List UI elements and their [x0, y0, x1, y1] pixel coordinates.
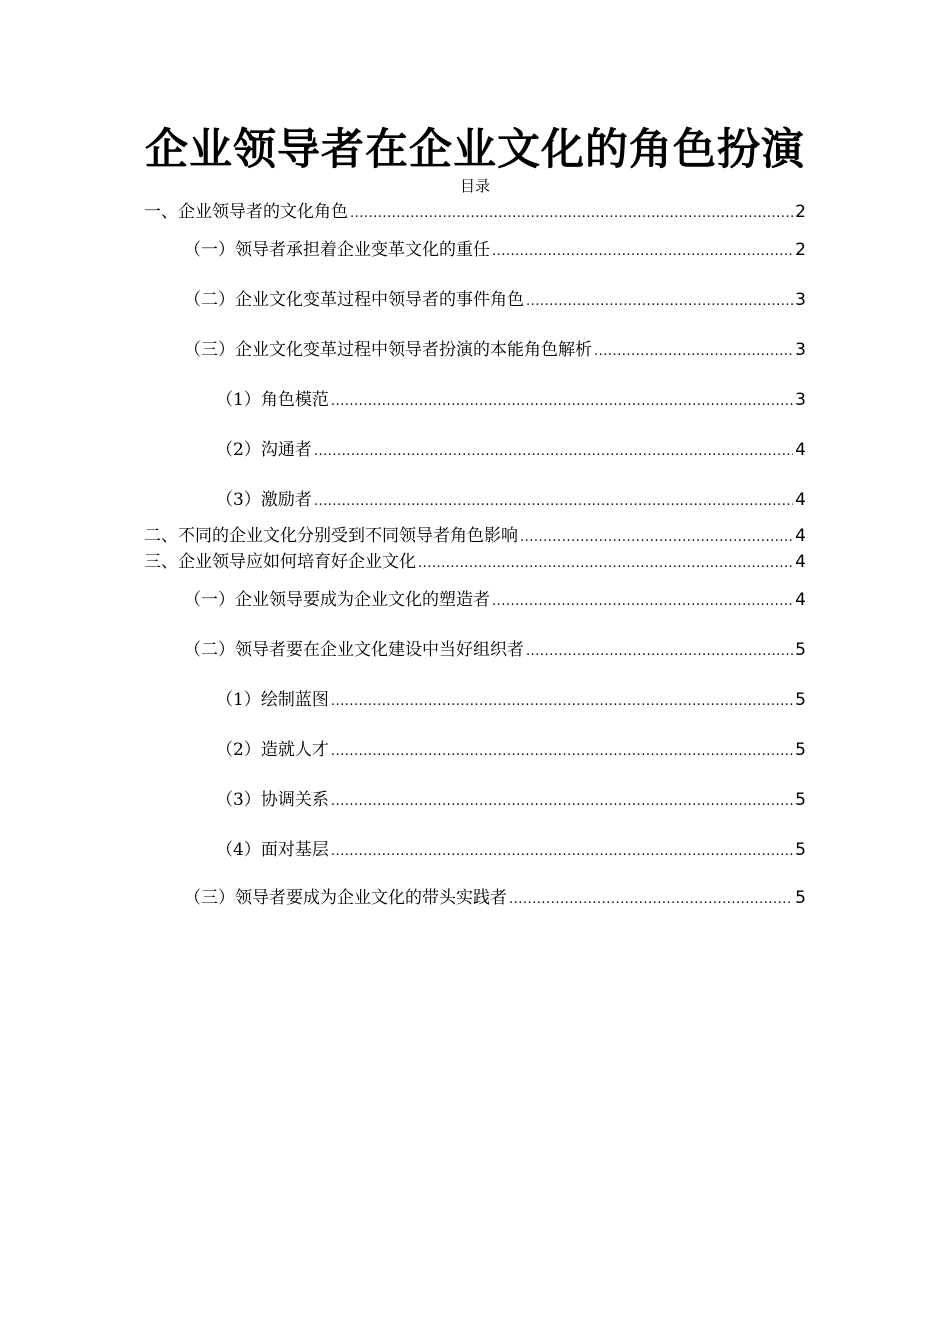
toc-entry-text: 二、不同的企业文化分别受到不同领导者角色影响 [144, 526, 518, 546]
toc-entry-text: （三）企业文化变革过程中领导者扮演的本能角色解析 [184, 340, 592, 360]
document-title: 企业领导者在企业文化的角色扮演 [145, 125, 805, 175]
toc-leader-dots [350, 202, 793, 226]
toc-leader-dots [509, 888, 793, 912]
toc-entry-text: （2）沟通者 [216, 440, 312, 460]
toc-leader-dots [331, 790, 793, 814]
toc-entry[interactable] [216, 438, 806, 462]
toc-page-number: 5 [795, 740, 806, 760]
toc-page-number: 5 [795, 690, 806, 710]
toc-page-number: 2 [795, 202, 806, 222]
toc-entry[interactable] [216, 688, 806, 712]
toc-entry-text: （4）面对基层 [216, 840, 329, 860]
toc-entry-text: 三、企业领导应如何培育好企业文化 [144, 552, 416, 572]
toc-leader-dots [526, 290, 793, 314]
toc-page-number: 5 [795, 888, 806, 908]
toc-entry-text: （一）领导者承担着企业变革文化的重任 [184, 240, 490, 260]
toc-entry[interactable] [184, 638, 806, 662]
toc-leader-dots [331, 740, 793, 764]
toc-entry[interactable] [184, 288, 806, 312]
toc-entry-text: （1）角色模范 [216, 390, 329, 410]
toc-entry[interactable] [216, 388, 806, 412]
toc-page-number: 3 [795, 290, 806, 310]
toc-page-number: 4 [795, 440, 806, 460]
toc-entry[interactable] [144, 550, 806, 574]
toc-page-number: 5 [795, 640, 806, 660]
toc-entry-text: （一）企业领导要成为企业文化的塑造者 [184, 590, 490, 610]
toc-entry[interactable] [144, 524, 806, 548]
toc-leader-dots [314, 490, 793, 514]
toc-entry[interactable] [184, 886, 806, 910]
toc-entry-text: （2）造就人才 [216, 740, 329, 760]
toc-entry-text: 一、企业领导者的文化角色 [144, 202, 348, 222]
toc-page-number: 5 [795, 840, 806, 860]
toc-page-number: 3 [795, 340, 806, 360]
toc-page-number: 2 [795, 240, 806, 260]
toc-leader-dots [492, 240, 793, 264]
toc-entry[interactable] [216, 838, 806, 862]
toc-page-number: 4 [795, 552, 806, 572]
toc-page-number: 4 [795, 490, 806, 510]
toc-entry[interactable] [184, 238, 806, 262]
toc-entry-text: （二）企业文化变革过程中领导者的事件角色 [184, 290, 524, 310]
toc-leader-dots [492, 590, 793, 614]
toc-entry-text: （二）领导者要在企业文化建设中当好组织者 [184, 640, 524, 660]
toc-page-number: 4 [795, 526, 806, 546]
toc-leader-dots [526, 640, 793, 664]
toc-leader-dots [314, 440, 793, 464]
toc-page-number: 3 [795, 390, 806, 410]
toc-page-number: 5 [795, 790, 806, 810]
toc-entry-text: （3）协调关系 [216, 790, 329, 810]
toc-entry-text: （三）领导者要成为企业文化的带头实践者 [184, 888, 507, 908]
toc-entry-text: （1）绘制蓝图 [216, 690, 329, 710]
toc-entry[interactable] [216, 488, 806, 512]
toc-entry[interactable] [144, 200, 806, 224]
toc-entry-text: （3）激励者 [216, 490, 312, 510]
toc-entry[interactable] [184, 338, 806, 362]
toc-heading: 目录 [459, 177, 490, 195]
toc-leader-dots [520, 526, 793, 550]
toc-entry[interactable] [184, 588, 806, 612]
toc-leader-dots [331, 690, 793, 714]
toc-leader-dots [331, 390, 793, 414]
toc-leader-dots [331, 840, 793, 864]
toc-leader-dots [594, 340, 793, 364]
toc-page-number: 4 [795, 590, 806, 610]
toc-leader-dots [418, 552, 793, 576]
toc-entry[interactable] [216, 788, 806, 812]
toc-entry[interactable] [216, 738, 806, 762]
